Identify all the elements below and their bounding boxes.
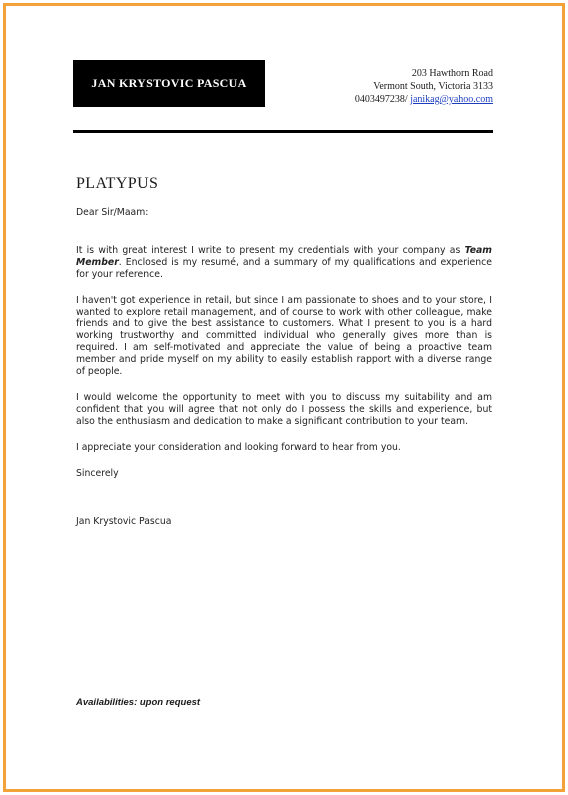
intro-text-b: . Enclosed is my resumé, and a summary of my qualifications and experience for your reference. xyxy=(76,256,492,280)
paragraph-appreciation: I appreciate your consideration and looking forward to hear from you. xyxy=(76,441,401,453)
email-link[interactable]: janikag@yahoo.com xyxy=(410,94,493,105)
signature-name: Jan Krystovic Pascua xyxy=(76,515,172,527)
applicant-name: JAN KRYSTOVIC PASCUA xyxy=(91,76,247,90)
company-name: PLATYPUS xyxy=(76,175,159,192)
salutation: Dear Sir/Maam: xyxy=(76,207,149,218)
intro-text-a: It is with great interest I write to present my credentials with your company as xyxy=(76,244,465,256)
phone-number: 0403497238/ xyxy=(354,94,408,105)
phone-email-line xyxy=(355,93,493,106)
availability-note: Availabilities: upon request xyxy=(76,697,201,708)
closing: Sincerely xyxy=(76,467,119,479)
address-line-2: Vermont South, Victoria 3133 xyxy=(373,81,493,92)
position-title: Team Member xyxy=(76,244,492,268)
header-divider xyxy=(73,130,493,133)
paragraph-intro xyxy=(76,245,492,281)
name-banner xyxy=(73,60,265,107)
contact-block xyxy=(355,67,493,106)
address-line-1: 203 Hawthorn Road xyxy=(411,68,493,79)
letter-body xyxy=(76,207,492,541)
paragraph-experience: I haven't got experience in retail, but since I am passionate to shoes and to your store, I wanted to explore retail management, and of course to work with other colleague, make friends and to give the best assistance to customers. What I present to you is a hard working trustworthy and committed individual who generally gives more than is required. I am self-motivated and appreciate the value of being a proactive team member and pride myself on my ability to easily establish rapport with a diverse range of people. xyxy=(76,294,492,378)
paragraph-opportunity: I would welcome the opportunity to meet with you to discuss my suitability and am confident that you will agree that not only do I possess the skills and experience, but also the enthusiasm and dedication to make a significant contribution to your team. xyxy=(76,391,492,427)
